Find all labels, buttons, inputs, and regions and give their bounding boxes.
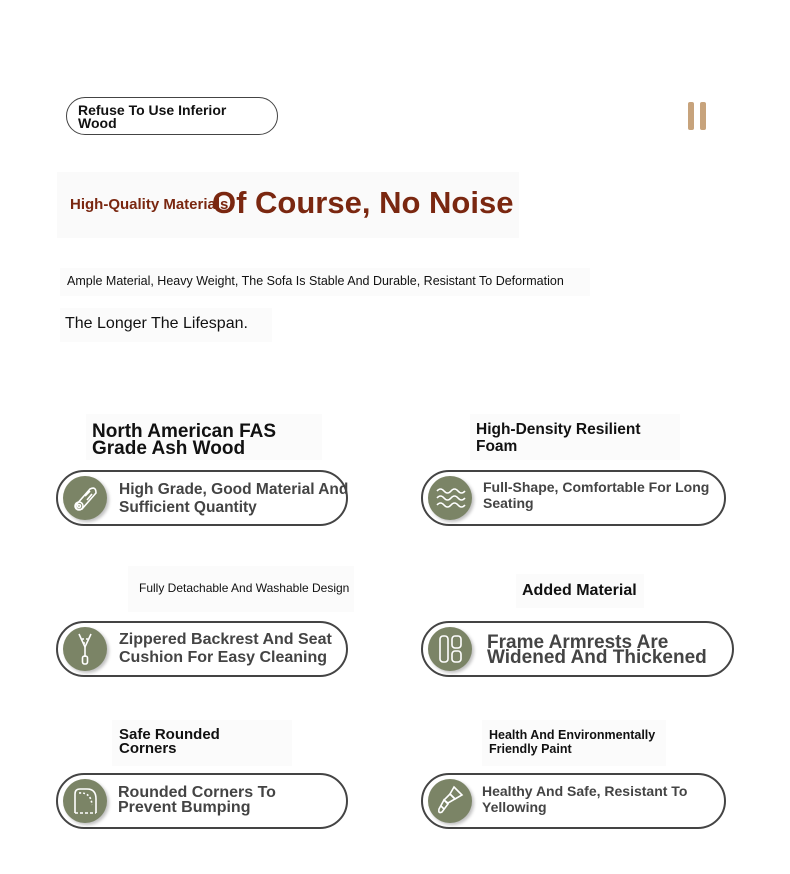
- feature-5-text-line1: Rounded Corners To: [118, 784, 276, 801]
- feature-3-text-line2: Cushion For Easy Cleaning: [119, 649, 328, 666]
- feature-3-text-line1: Zippered Backrest And Seat: [119, 631, 332, 648]
- paint-brush-icon: [428, 779, 472, 823]
- feature-6-text-line1: Healthy And Safe, Resistant To: [482, 783, 688, 799]
- feature-2-text-line1: Full-Shape, Comfortable For Long: [483, 479, 710, 495]
- feature-6-title: Health And Environmentally Friendly Paint: [489, 728, 656, 756]
- hero-large-title: Of Course, No Noise: [212, 185, 514, 220]
- feature-1-card: [56, 470, 348, 526]
- armrest-frame-icon: [428, 627, 472, 671]
- feature-1-text-line2: Sufficient Quantity: [119, 499, 257, 516]
- zipper-icon: [63, 627, 107, 671]
- feature-1-text-line1: High Grade, Good Material And: [119, 481, 349, 498]
- feature-5-text-line2: Prevent Bumping: [118, 799, 251, 816]
- feature-6-text-line2: Yellowing: [482, 799, 547, 815]
- feature-2-text-line2: Seating: [483, 495, 534, 511]
- feature-4-text-line2: Widened And Thickened: [487, 647, 707, 668]
- pause-icon[interactable]: [688, 102, 706, 130]
- feature-5-title: Safe Rounded Corners: [119, 726, 220, 757]
- wood-log-icon: [63, 476, 107, 520]
- feature-4-title: Added Material: [522, 582, 637, 599]
- foam-waves-icon: [428, 476, 472, 520]
- feature-4-text-line1: Frame Armrests Are: [487, 632, 669, 653]
- feature-4-card: [421, 621, 734, 677]
- top-pill-label: [66, 97, 278, 135]
- feature-1-title: North American FAS Grade Ash Wood: [92, 421, 277, 459]
- top-pill-text: Refuse To Use Inferior Wood: [78, 102, 227, 131]
- hero-small-title: High-Quality Materials: [70, 196, 229, 213]
- description-line-1: Ample Material, Heavy Weight, The Sofa Is Stable And Durable, Resistant To Deformation: [67, 274, 564, 288]
- feature-6-card: [421, 773, 726, 829]
- feature-2-title: High-Density Resilient Foam: [476, 421, 641, 455]
- rounded-corner-icon: [63, 779, 107, 823]
- feature-5-card: [56, 773, 348, 829]
- feature-2-card: [421, 470, 726, 526]
- feature-3-card: [56, 621, 348, 677]
- description-line-2: The Longer The Lifespan.: [65, 315, 248, 332]
- feature-3-title: Fully Detachable And Washable Design: [139, 581, 350, 595]
